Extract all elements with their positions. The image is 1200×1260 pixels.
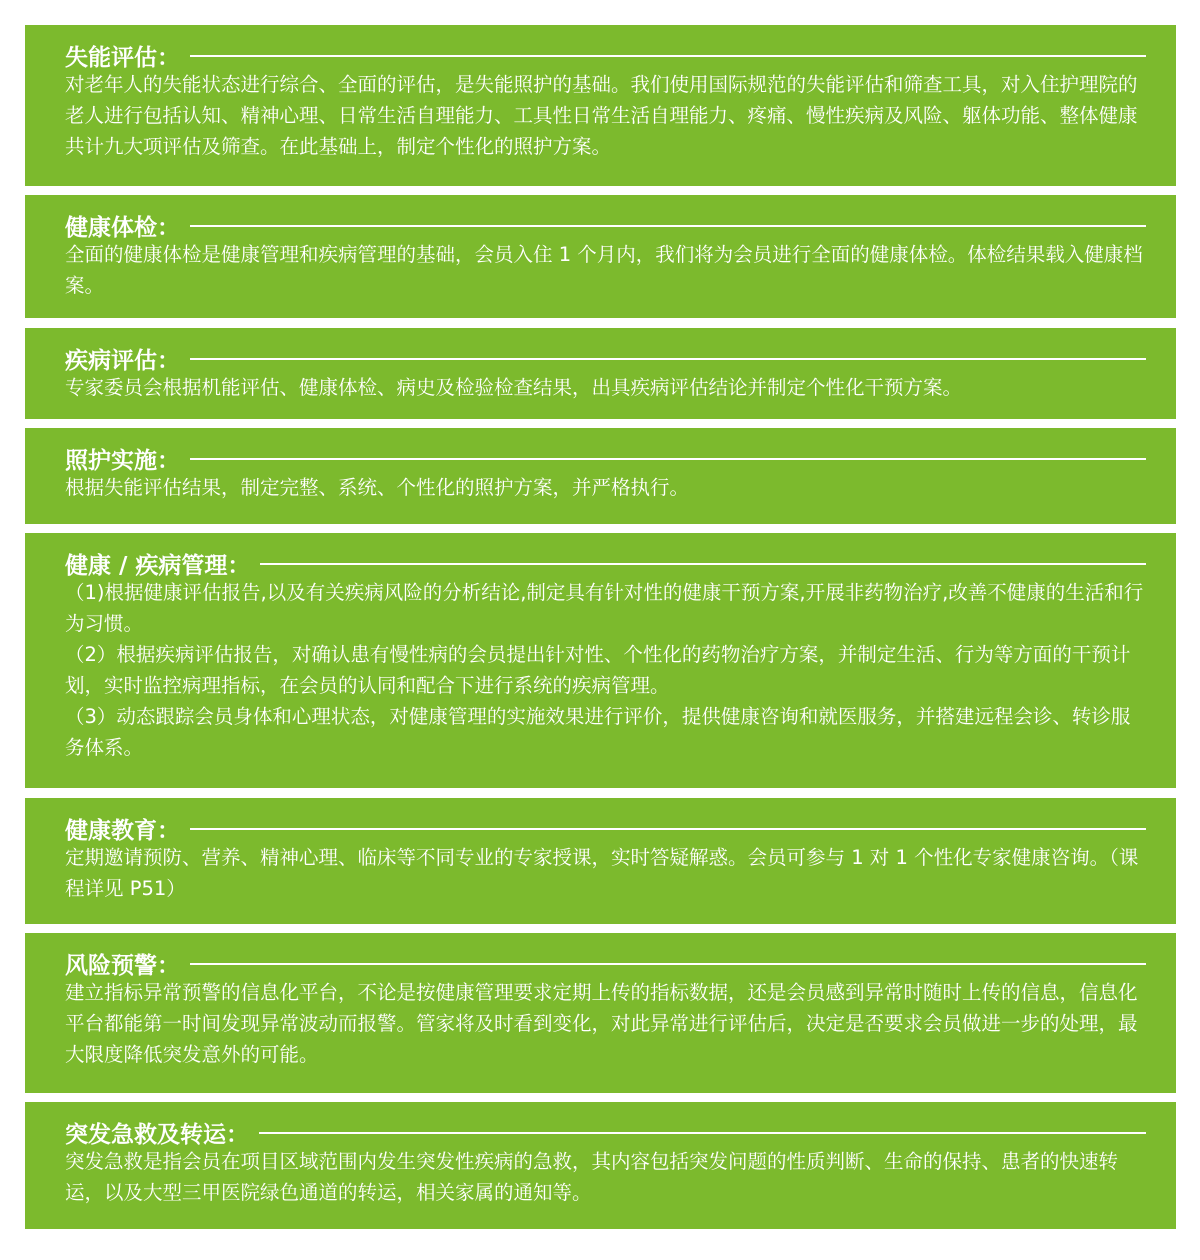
title-divider bbox=[190, 55, 1146, 57]
section-title: 失能评估： bbox=[65, 44, 180, 71]
section-body bbox=[65, 69, 1146, 162]
section-title: 健康体检： bbox=[65, 214, 180, 241]
section-care-implementation bbox=[25, 428, 1176, 524]
section-body bbox=[65, 577, 1146, 763]
section-header bbox=[65, 444, 1146, 472]
section-title: 健康 / 疾病管理： bbox=[65, 552, 251, 579]
section-title: 风险预警： bbox=[65, 952, 180, 979]
paragraph: 对老年人的失能状态进行综合、全面的评估，是失能照护的基础。我们使用国际规范的失能评估和筛查工具，对入住护理院的老人进行包括认知、精神心理、日常生活自理能力、工具性日常生活自理能力、疼痛、慢性疾病及风险、躯体功能、整体健康共计九大项评估及筛查。在此基础上，制定个性化的照护方案。 bbox=[65, 73, 1138, 158]
paragraph: 定期邀请预防、营养、精神心理、临床等不同专业的专家授课，实时答疑解惑。会员可参与 1 对 1 个性化专家健康咨询。（课程详见 P51） bbox=[65, 846, 1139, 900]
section-header bbox=[65, 549, 1146, 577]
section-title: 突发急救及转运： bbox=[65, 1121, 249, 1148]
section-title: 健康教育： bbox=[65, 817, 180, 844]
paragraph: 根据失能评估结果，制定完整、系统、个性化的照护方案，并严格执行。 bbox=[65, 476, 690, 499]
title-divider bbox=[190, 358, 1146, 360]
section-body bbox=[65, 372, 1146, 403]
section-body bbox=[65, 472, 1146, 503]
paragraph: 建立指标异常预警的信息化平台，不论是按健康管理要求定期上传的指标数据，还是会员感到异常时随时上传的信息，信息化平台都能第一时间发现异常波动而报警。管家将及时看到变化，对此异常进行评估后，决定是否要求会员做进一步的处理，最大限度降低突发意外的可能。 bbox=[65, 981, 1138, 1066]
section-header bbox=[65, 344, 1146, 372]
title-divider bbox=[190, 225, 1146, 227]
paragraph: （3）动态跟踪会员身体和心理状态，对健康管理的实施效果进行评价，提供健康咨询和就医服务，并搭建远程会诊、转诊服务体系。 bbox=[65, 705, 1131, 759]
title-divider bbox=[190, 458, 1146, 460]
section-title: 疾病评估： bbox=[65, 347, 180, 374]
title-divider bbox=[259, 1132, 1146, 1134]
paragraph: 突发急救是指会员在项目区域范围内发生突发性疾病的急救，其内容包括突发问题的性质判断、生命的保持、患者的快速转运，以及大型三甲医院绿色通道的转运，相关家属的通知等。 bbox=[65, 1150, 1119, 1204]
section-body bbox=[65, 239, 1146, 301]
section-health-disease-management bbox=[25, 533, 1176, 788]
section-title: 照护实施： bbox=[65, 447, 180, 474]
paragraph: 专家委员会根据机能评估、健康体检、病史及检验检查结果，出具疾病评估结论并制定个性化干预方案。 bbox=[65, 376, 963, 399]
title-divider bbox=[260, 563, 1146, 565]
section-emergency-transfer bbox=[25, 1102, 1176, 1229]
section-health-checkup bbox=[25, 195, 1176, 318]
section-body bbox=[65, 977, 1146, 1070]
section-health-education bbox=[25, 798, 1176, 924]
title-divider bbox=[190, 963, 1146, 965]
section-header bbox=[65, 41, 1146, 69]
section-header bbox=[65, 211, 1146, 239]
title-divider bbox=[190, 828, 1146, 830]
section-disability-assessment bbox=[25, 25, 1176, 186]
paragraph: （1)根据健康评估报告,以及有关疾病风险的分析结论,制定具有针对性的健康干预方案,开展非药物治疗,改善不健康的生活和行为习惯。 bbox=[65, 581, 1144, 635]
section-body bbox=[65, 1146, 1146, 1208]
section-risk-warning bbox=[25, 933, 1176, 1093]
section-header bbox=[65, 949, 1146, 977]
section-header bbox=[65, 1118, 1146, 1146]
paragraph: （2）根据疾病评估报告，对确认患有慢性病的会员提出针对性、个性化的药物治疗方案，并制定生活、行为等方面的干预计划，实时监控病理指标，在会员的认同和配合下进行系统的疾病管理。 bbox=[65, 643, 1131, 697]
section-header bbox=[65, 814, 1146, 842]
section-body bbox=[65, 842, 1146, 904]
paragraph: 全面的健康体检是健康管理和疾病管理的基础，会员入住 1 个月内，我们将为会员进行全面的健康体检。体检结果载入健康档案。 bbox=[65, 243, 1143, 297]
section-disease-assessment bbox=[25, 328, 1176, 419]
